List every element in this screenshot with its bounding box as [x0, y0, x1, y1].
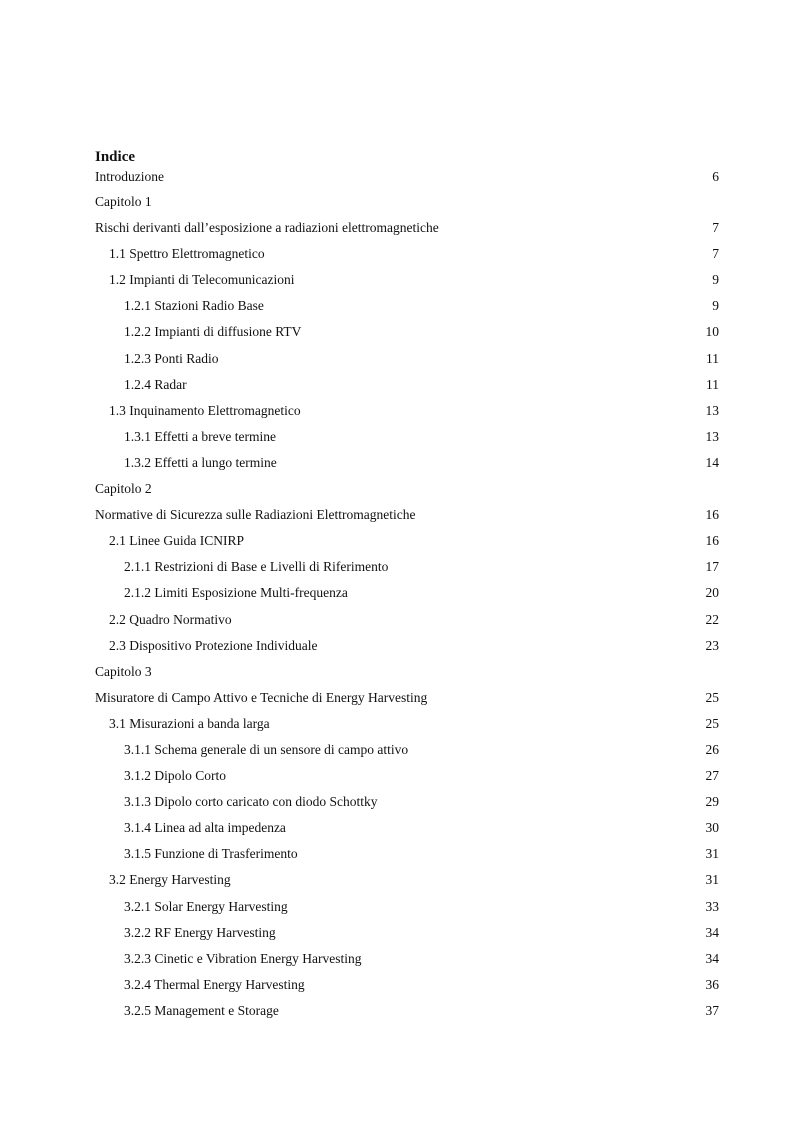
toc-entry-page-number: 11: [706, 350, 719, 366]
toc-entry[interactable]: [95, 450, 719, 476]
toc-entry-page-number: 33: [705, 898, 719, 914]
toc-entry-page-number: 26: [705, 741, 719, 757]
toc-entry-page-number: 13: [705, 428, 719, 444]
toc-entry-text: 1.2.1 Stazioni Radio Base: [124, 298, 264, 314]
toc-entry[interactable]: [95, 894, 719, 920]
toc-entry-text: 3.1.1 Schema generale di un sensore di campo attivo: [124, 741, 409, 757]
toc-entry-text: 3.1.2 Dipolo Corto: [124, 768, 227, 784]
toc-entry-text: 2.2 Quadro Normativo: [109, 611, 232, 627]
toc-entry-text: Capitolo 2: [95, 481, 152, 497]
toc-entry-text: 1.2.3 Ponti Radio: [124, 350, 219, 366]
toc-entry-page-number: 9: [712, 272, 719, 288]
toc-entry[interactable]: [95, 841, 719, 867]
toc-entry[interactable]: [95, 424, 719, 450]
toc-entry[interactable]: [95, 215, 719, 241]
toc-entry-page-number: 27: [705, 768, 719, 784]
toc-entry-page-number: 7: [712, 246, 719, 262]
toc-entry-text: 3.1.5 Funzione di Trasferimento: [124, 846, 298, 862]
toc-entry[interactable]: [95, 502, 719, 528]
toc-entry[interactable]: [95, 867, 719, 893]
toc-entry-page-number: 11: [706, 376, 719, 392]
toc-entry-text: 1.3.2 Effetti a lungo termine: [124, 454, 277, 470]
toc-entry-page-number: 16: [705, 533, 719, 549]
toc-entry[interactable]: [95, 528, 719, 554]
toc-entry-page-number: 13: [705, 402, 719, 418]
toc-entry-text: 2.1.1 Restrizioni di Base e Livelli di Riferimento: [124, 559, 389, 575]
toc-entry[interactable]: [95, 372, 719, 398]
toc-entry[interactable]: [95, 267, 719, 293]
toc-entry-text: 2.3 Dispositivo Protezione Individuale: [109, 637, 318, 653]
toc-entry[interactable]: [95, 189, 719, 215]
toc-entry[interactable]: [95, 241, 719, 267]
toc-entry-text: 3.1.3 Dipolo corto caricato con diodo Schottky: [124, 794, 378, 810]
toc-entry[interactable]: [95, 998, 719, 1024]
toc-entry-page-number: 31: [705, 846, 719, 862]
toc-entry[interactable]: [95, 554, 719, 580]
toc-entry-text: 1.3.1 Effetti a breve termine: [124, 428, 276, 444]
toc-entry-page-number: 7: [712, 220, 719, 236]
toc-entry-text: Misuratore di Campo Attivo e Tecniche di Energy Harvesting: [95, 689, 428, 705]
toc-entry[interactable]: [95, 165, 719, 189]
toc-entry-page-number: 25: [705, 715, 719, 731]
toc-entry-text: Capitolo 1: [95, 194, 152, 209]
toc-entry-page-number: 17: [705, 559, 719, 575]
table-of-contents: [95, 165, 719, 1024]
toc-entry-page-number: 22: [705, 611, 719, 627]
toc-entry[interactable]: [95, 711, 719, 737]
toc-entry[interactable]: [95, 659, 719, 685]
toc-entry-page-number: 9: [712, 298, 719, 314]
toc-entry-page-number: 30: [705, 820, 719, 836]
toc-entry[interactable]: [95, 763, 719, 789]
toc-title: Indice: [95, 149, 136, 165]
toc-entry-text: Introduzione: [95, 169, 164, 184]
toc-entry-text: 3.1.4 Linea ad alta impedenza: [124, 820, 286, 836]
toc-entry[interactable]: [95, 789, 719, 815]
toc-entry-page-number: 31: [705, 872, 719, 888]
toc-entry-page-number: 29: [705, 794, 719, 810]
toc-entry-text: 3.1 Misurazioni a banda larga: [109, 715, 270, 731]
toc-entry-text: 1.2.2 Impianti di diffusione RTV: [124, 324, 302, 340]
toc-entry-text: 1.1 Spettro Elettromagnetico: [109, 246, 265, 262]
toc-entry-page-number: 34: [705, 924, 719, 940]
toc-entry-text: 1.2 Impianti di Telecomunicazioni: [109, 272, 295, 288]
toc-entry[interactable]: [95, 633, 719, 659]
toc-entry[interactable]: [95, 737, 719, 763]
toc-entry-text: Rischi derivanti dall’esposizione a radiazioni elettromagnetiche: [95, 220, 439, 236]
toc-entry-page-number: 14: [705, 454, 719, 470]
toc-entry-text: 3.2.3 Cinetic e Vibration Energy Harvesting: [124, 950, 362, 966]
toc-entry[interactable]: [95, 815, 719, 841]
toc-entry[interactable]: [95, 685, 719, 711]
toc-entry-text: 3.2.2 RF Energy Harvesting: [124, 924, 276, 940]
toc-entry[interactable]: [95, 946, 719, 972]
toc-entry-page-number: 23: [705, 637, 719, 653]
toc-entry[interactable]: [95, 346, 719, 372]
toc-entry-text: 3.2 Energy Harvesting: [109, 872, 231, 888]
toc-entry-page-number: 16: [705, 507, 719, 523]
toc-entry[interactable]: [95, 476, 719, 502]
toc-entry-text: 2.1 Linee Guida ICNIRP: [109, 533, 244, 549]
toc-entry-text: 3.2.5 Management e Storage: [124, 1002, 279, 1018]
toc-entry[interactable]: [95, 972, 719, 998]
toc-entry-page-number: 10: [705, 324, 719, 340]
toc-entry-page-number: 34: [705, 950, 719, 966]
toc-entry-text: 1.3 Inquinamento Elettromagnetico: [109, 402, 301, 418]
toc-entry-page-number: 6: [712, 169, 719, 184]
toc-entry-text: 2.1.2 Limiti Esposizione Multi-frequenza: [124, 585, 348, 601]
toc-entry[interactable]: [95, 580, 719, 606]
toc-entry-text: 3.2.4 Thermal Energy Harvesting: [124, 976, 305, 992]
toc-entry[interactable]: [95, 293, 719, 319]
toc-entry-text: 3.2.1 Solar Energy Harvesting: [124, 898, 288, 914]
toc-entry-page-number: 37: [705, 1002, 719, 1018]
toc-entry-text: Capitolo 3: [95, 663, 152, 679]
toc-entry-page-number: 20: [705, 585, 719, 601]
toc-entry[interactable]: [95, 319, 719, 345]
toc-entry-page-number: 25: [705, 689, 719, 705]
toc-entry-text: Normative di Sicurezza sulle Radiazioni Elettromagnetiche: [95, 507, 416, 523]
toc-entry[interactable]: [95, 607, 719, 633]
toc-entry-page-number: 36: [705, 976, 719, 992]
toc-entry[interactable]: [95, 398, 719, 424]
toc-entry-text: 1.2.4 Radar: [124, 376, 187, 392]
toc-entry[interactable]: [95, 920, 719, 946]
